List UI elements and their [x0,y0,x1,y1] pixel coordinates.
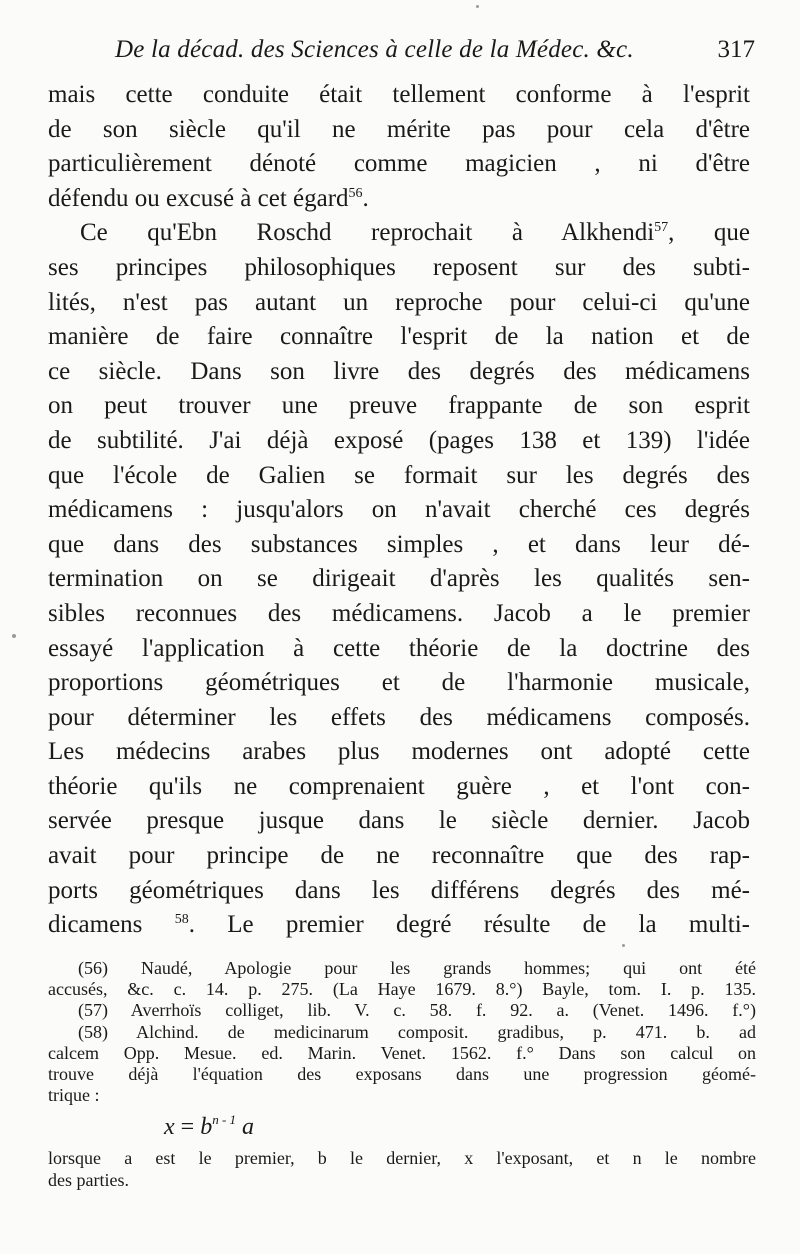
equation [48,1106,756,1148]
body-line [48,216,750,251]
running-head [115,36,755,74]
body-text [48,78,750,943]
body-line-text: , que [668,219,750,247]
body-line: Les médecins arabes plus modernes ont adopté cette [48,738,750,766]
body-line: que dans des substances simples , et dans leur dé- [48,530,750,558]
body-line: théorie qu'ils ne comprenaient guère , et l'ont con- [48,772,750,800]
paper-speck [12,634,16,638]
body-line [48,908,750,943]
body-line: de subtilité. J'ai déjà exposé (pages 138 et 139) l'idée [48,426,750,454]
note-reference: 58 [174,912,189,928]
body-line: mais cette conduite était tellement conforme à l'esprit [48,81,750,108]
body-line: proportions géométriques et de l'harmonie musicale, [48,669,750,697]
body-line: ses principes philosophiques reposent sur des subti- [48,253,750,281]
note-reference: 57 [654,220,669,236]
equation-factor: a [242,1114,255,1141]
footnote-line: accusés, &c. c. 14. p. 275. (La Haye 1679. 8.°) Bayle, tom. I. p. 135. [48,979,756,1000]
body-line: de son siècle qu'il ne mérite pas pour cela d'être [48,115,750,143]
body-line: manière de faire connaître l'esprit de la nation et de [48,323,750,351]
equation-base: b [200,1114,213,1141]
body-line: on peut trouver une preuve frappante de son esprit [48,392,750,420]
body-line: termination on se dirigeait d'après les qualités sen- [48,565,750,593]
footnote-line: lorsque a est le premier, b le dernier, x l'exposant, et n le nombre [48,1148,756,1169]
footnotes [48,958,756,1191]
footnote-line: (56) Naudé, Apologie pour les grands hommes; qui ont été [78,958,756,978]
footnote-line: trique : [48,1085,100,1106]
running-title: De la décad. des Sciences à celle de la Médec. &c. [115,36,634,63]
footnote-line: calcem Opp. Mesue. ed. Marin. Venet. 1562. f.° Dans son calcul on [48,1042,756,1063]
equation-exponent: n - 1 [212,1112,237,1128]
equation-sign: = [180,1114,195,1141]
footnote-line: trouve déjà l'équation des exposans dans une progression géomé- [48,1063,756,1084]
body-line-text: dicamens [48,911,143,939]
body-line: lités, n'est pas autant un reproche pour celui-ci qu'une [48,288,750,316]
footnote-line: (58) Alchind. de medicinarum composit. gradibus, p. 471. b. ad [78,1021,756,1042]
body-line: que l'école de Galien se formait sur les degrés des [48,461,750,489]
body-line [48,182,750,217]
body-line-text: défendu ou excusé à cet égard [48,184,349,212]
body-line: pour déterminer les effets des médicamens composés. [48,703,750,731]
body-line: ce siècle. Dans son livre des degrés des médicamens [48,357,750,385]
body-line-text: . [362,184,369,212]
page-number: 317 [717,36,755,63]
body-line: avait pour principe de ne reconnaître que des rap- [48,842,750,870]
body-line: essayé l'application à cette théorie de la doctrine des [48,634,750,662]
body-line: particulièrement dénoté comme magicien , ni d'être [48,150,750,178]
body-line: servée presque jusque dans le siècle dernier. Jacob [48,807,750,835]
note-reference: 56 [348,185,363,201]
paper-speck [622,944,625,947]
body-line-text: Ce qu'Ebn Roschd reprochait à Alkhendi [80,219,655,247]
body-line-text: . Le premier degré résulte de la multi- [188,911,750,939]
body-line: sibles reconnues des médicamens. Jacob a le premier [48,599,750,627]
body-line: ports géométriques dans les différens degrés des mé- [48,876,750,904]
footnote-line: des parties. [48,1169,129,1190]
paper-speck [476,5,479,8]
footnote-line: (57) Averrhoïs colliget, lib. V. c. 58. f. 92. a. (Venet. 1496. f.°) [78,1000,756,1021]
body-line: médicamens : jusqu'alors on n'avait cherché ces degrés [48,496,750,524]
equation-variable: x [164,1114,175,1141]
